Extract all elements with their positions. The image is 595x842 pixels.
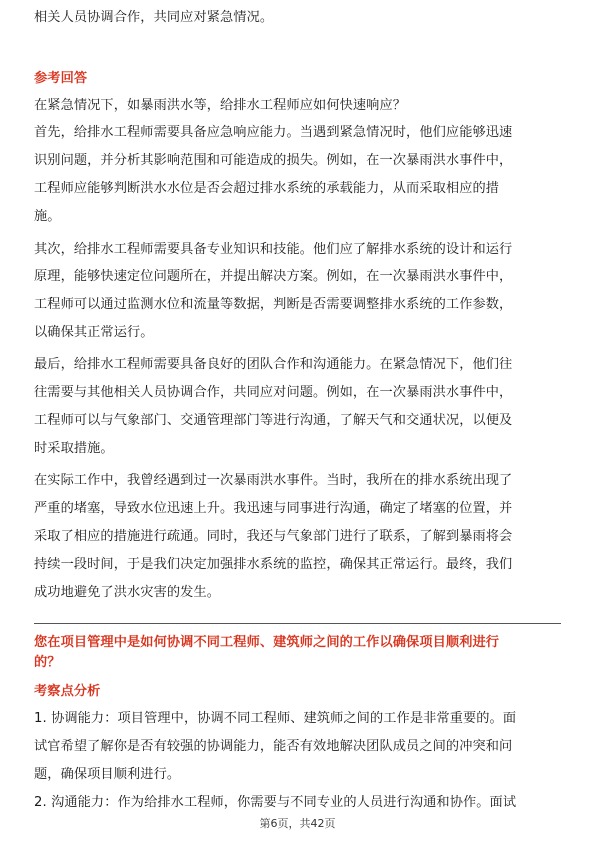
paragraph-line: 持续一段时间，于是我们决定加强排水系统的监控，确保其正常运行。最终，我们: [34, 557, 513, 572]
paragraph-line: 以确保其正常运行。: [34, 325, 154, 340]
paragraph-line: 工程师应能够判断洪水水位是否会超过排水系统的承载能力，从而采取相应的措: [34, 181, 500, 196]
question-heading-line: 的？: [34, 655, 61, 670]
question-heading-line: 您在项目管理中是如何协调不同工程师、建筑师之间的工作以确保项目顺利进行: [34, 635, 500, 650]
continuation-text: 相关人员协调合作，共同应对紧急情况。: [34, 10, 274, 25]
analysis-line: 2. 沟通能力：作为给排水工程师，你需要与不同专业的人员进行沟通和协作。面试: [34, 795, 517, 810]
answer-heading: 参考回答: [34, 71, 88, 86]
paragraph-line: 时采取措施。: [34, 441, 114, 456]
paragraph-line: 往需要与其他相关人员协调合作，共同应对问题。例如，在一次暴雨洪水事件中，: [34, 385, 513, 400]
analysis-line: 题，确保项目顺利进行。: [34, 767, 181, 782]
paragraph-line: 成功地避免了洪水灾害的发生。: [34, 585, 221, 600]
paragraph-line: 工程师可以通过监测水位和流量等数据，判断是否需要调整排水系统的工作参数，: [34, 297, 513, 312]
paragraph-line: 工程师可以与气象部门、交通管理部门等进行沟通，了解天气和交通状况，以便及: [34, 413, 513, 428]
page-footer: 第6页，共42页: [259, 817, 336, 830]
paragraph-line: 采取了相应的措施进行疏通。同时，我还与气象部门进行了联系，了解到暴雨将会: [34, 529, 513, 544]
paragraph-line: 识别问题，并分析其影响范围和可能造成的损失。例如，在一次暴雨洪水事件中，: [34, 153, 513, 168]
paragraph-line: 在实际工作中，我曾经遇到过一次暴雨洪水事件。当时，我所在的排水系统出现了: [34, 473, 513, 488]
analysis-heading: 考察点分析: [34, 684, 101, 699]
paragraph-line: 施。: [34, 209, 61, 224]
section-divider: [34, 623, 561, 624]
question-text: 在紧急情况下，如暴雨洪水等，给排水工程师应如何快速响应？: [34, 98, 407, 113]
paragraph-line: 首先，给排水工程师需要具备应急响应能力。当遇到紧急情况时，他们应能够迅速: [34, 125, 513, 140]
paragraph-line: 严重的堵塞，导致水位迅速上升。我迅速与同事进行沟通，确定了堵塞的位置，并: [34, 501, 513, 516]
paragraph-line: 其次，给排水工程师需要具备专业知识和技能。他们应了解排水系统的设计和运行: [34, 242, 513, 257]
analysis-line: 1. 协调能力：项目管理中，协调不同工程师、建筑师之间的工作是非常重要的。面: [34, 711, 517, 726]
paragraph-line: 原理，能够快速定位问题所在，并提出解决方案。例如，在一次暴雨洪水事件中，: [34, 269, 513, 284]
paragraph-line: 最后，给排水工程师需要具备良好的团队合作和沟通能力。在紧急情况下，他们往: [34, 357, 513, 372]
analysis-line: 试官希望了解你是否有较强的协调能力，能否有效地解决团队成员之间的冲突和问: [34, 739, 513, 754]
